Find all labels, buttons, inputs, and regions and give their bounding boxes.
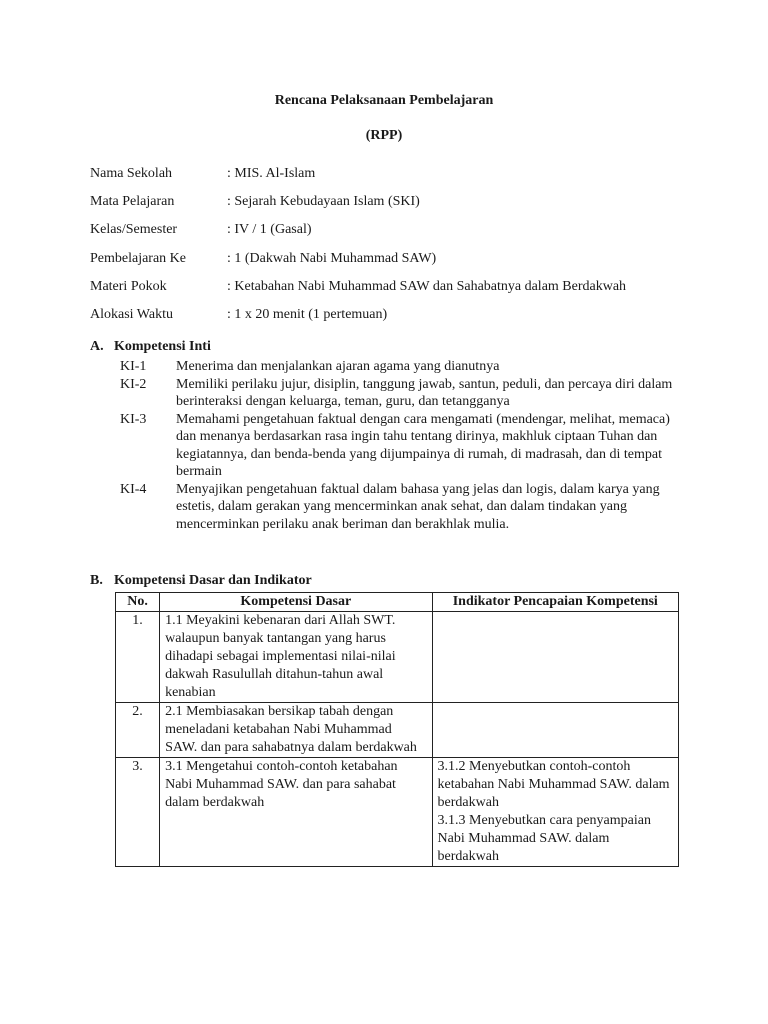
identity-block (90, 160, 626, 329)
info-row-lesson (90, 245, 626, 273)
info-value: : Ketabahan Nabi Muhammad SAW dan Sahabatnya dalam Berdakwah (227, 278, 627, 294)
ki-code: KI-1 (120, 359, 147, 374)
ki-code: KI-2 (120, 376, 147, 392)
row-number: 1. (116, 612, 160, 703)
table-header-row (116, 593, 679, 612)
section-heading-kompetensi-dasar (90, 573, 312, 589)
section-title: Kompetensi Dasar dan Indikator (114, 573, 312, 588)
info-label: Mata Pelajaran (90, 194, 175, 210)
ki-text: Menyajikan pengetahuan faktual dalam bahasa yang jelas dan logis, dalam karya yang estetis, dalam gerakan yang mencerminkan anak sehat, dan dalam tindakan yang mencerminkan perilaku anak beriman dan berakhlak mulia. (176, 481, 660, 532)
info-value: : 1 (Dakwah Nabi Muhammad SAW) (227, 250, 437, 266)
info-value: : MIS. Al-Islam (227, 166, 316, 182)
ki-list (120, 358, 680, 533)
ki-code: KI-3 (120, 411, 147, 427)
table-row (116, 612, 679, 703)
info-row-subject (90, 188, 626, 216)
ki-item (120, 376, 680, 411)
document-title: Rencana Pelaksanaan Pembelajaran (274, 93, 494, 108)
info-value: : IV / 1 (Gasal) (227, 222, 312, 238)
section-letter: B. (90, 573, 103, 588)
ki-text: Memiliki perilaku jujur, disiplin, tanggung jawab, santun, peduli, dan percaya diri dalam berinteraksi dengan keluarga, teman, guru, dan tetangganya (176, 376, 673, 409)
competency-table (115, 592, 679, 867)
info-label: Alokasi Waktu (90, 307, 173, 323)
indikator-item: 3.1.2 Menyebutkan contoh-contoh ketabahan Nabi Muhammad SAW. dalam berdakwah (437, 759, 670, 810)
ki-code: KI-4 (120, 481, 147, 497)
section-heading-kompetensi-inti (90, 339, 211, 355)
ki-item (120, 358, 680, 376)
info-label: Materi Pokok (90, 278, 167, 294)
section-letter: A. (90, 339, 104, 354)
row-indikator (432, 612, 678, 703)
header-kompetensi-dasar: Kompetensi Dasar (160, 593, 432, 612)
row-indikator (432, 703, 678, 758)
row-kompetensi-dasar: 1.1 Meyakini kebenaran dari Allah SWT. walaupun banyak tantangan yang harus dihadapi sebagai implementasi nilai-nilai dakwah Rasulullah ditahun-tahun awal kenabian (160, 612, 432, 703)
table-row (116, 758, 679, 867)
ki-item (120, 481, 680, 534)
info-row-school (90, 160, 626, 188)
info-row-material (90, 273, 626, 301)
indikator-item: 3.1.3 Menyebutkan cara penyampaian Nabi Muhammad SAW. dalam berdakwah (437, 813, 651, 864)
ki-item (120, 411, 680, 481)
row-kompetensi-dasar: 3.1 Mengetahui contoh-contoh ketabahan Nabi Muhammad SAW. dan para sahabat dalam berdakwah (160, 758, 432, 867)
document-subtitle: (RPP) (365, 128, 403, 143)
info-row-time (90, 301, 626, 329)
row-kompetensi-dasar: 2.1 Membiasakan bersikap tabah dengan meneladani ketabahan Nabi Muhammad SAW. dan para sahabatnya dalam berdakwah (160, 703, 432, 758)
ki-text: Menerima dan menjalankan ajaran agama yang dianutnya (176, 359, 500, 374)
info-label: Pembelajaran Ke (90, 250, 187, 266)
row-indikator (432, 758, 678, 867)
info-value: : 1 x 20 menit (1 pertemuan) (227, 307, 388, 323)
ki-text: Memahami pengetahuan faktual dengan cara mengamati (mendengar, melihat, memaca) dan menanya berdasarkan rasa ingin tahu tentang dirinya, makhluk ciptaan Tuhan dan kegiatannya, dan benda-benda yang dijumpainya di rumah, di madrasah, dan di tempat bermain (176, 411, 670, 479)
header-indikator: Indikator Pencapaian Kompetensi (432, 593, 678, 612)
row-number: 2. (116, 703, 160, 758)
header-no: No. (116, 593, 160, 612)
info-value: : Sejarah Kebudayaan Islam (SKI) (227, 194, 420, 210)
info-label: Kelas/Semester (90, 222, 178, 238)
info-row-class (90, 216, 626, 244)
row-number: 3. (116, 758, 160, 867)
section-title: Kompetensi Inti (114, 339, 211, 354)
table-row (116, 703, 679, 758)
info-label: Nama Sekolah (90, 166, 173, 182)
